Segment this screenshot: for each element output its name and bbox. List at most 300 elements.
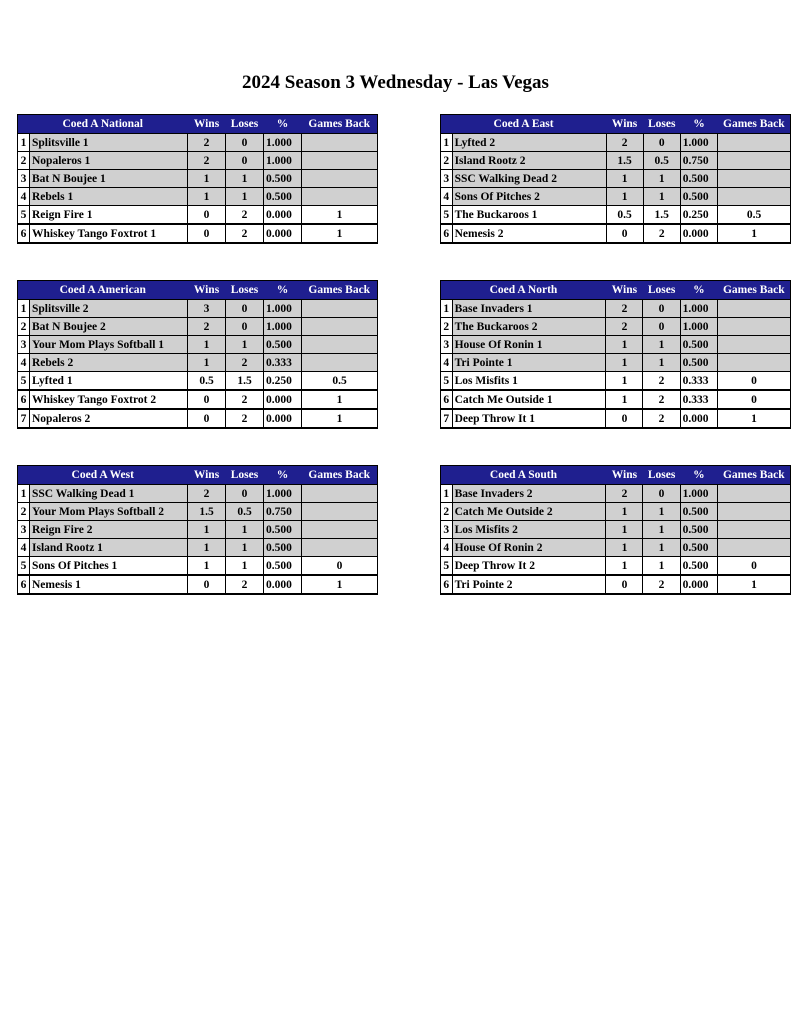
standings-row [441,206,791,225]
pct-cell: 0.250 [680,206,717,225]
pct-header: % [680,115,717,134]
team-name-cell: Lyfted 2 [452,134,606,152]
team-name-cell: Tri Pointe 1 [452,354,606,372]
division-table [440,114,791,244]
pct-cell: 0.000 [264,206,302,225]
team-name-cell: The Buckaroos 1 [452,206,606,225]
games-back-cell [718,485,791,503]
team-name-cell: Nemesis 1 [30,575,188,594]
standings-row [18,575,378,594]
standings-row [18,390,378,409]
wins-cell: 1 [606,188,643,206]
standings-row [441,557,791,576]
loses-cell: 2 [226,409,264,428]
standings-row [18,300,378,318]
team-name-cell: Splitsville 2 [30,300,188,318]
wins-cell: 2 [606,300,643,318]
loses-cell: 0 [643,485,680,503]
games-back-cell [302,318,378,336]
wins-cell: 1 [606,372,643,391]
standings-row [18,152,378,170]
team-name-cell: Deep Throw It 1 [452,409,606,428]
team-name-cell: Island Rootz 1 [30,539,188,557]
wins-header: Wins [606,115,643,134]
standings-row [441,485,791,503]
division-name: Coed A West [18,466,188,485]
wins-cell: 0.5 [188,372,226,391]
pct-cell: 0.500 [680,170,717,188]
wins-cell: 3 [188,300,226,318]
wins-cell: 0 [606,224,643,243]
division-table [17,465,378,595]
pct-cell: 0.500 [680,336,717,354]
games-back-cell [302,354,378,372]
pct-cell: 0.500 [264,539,302,557]
team-name-cell: Los Misfits 1 [452,372,606,391]
rank-cell: 1 [441,134,453,152]
rank-cell: 3 [18,336,30,354]
standings-row [441,539,791,557]
pct-cell: 0.333 [680,390,717,409]
games-back-cell [718,170,791,188]
games-back-cell [302,336,378,354]
division-table [440,465,791,595]
division-name: Coed A North [441,281,606,300]
standings-row [441,336,791,354]
games-back-cell [718,521,791,539]
loses-cell: 0 [226,485,264,503]
games-back-header: Games Back [302,281,378,300]
standings-row [18,372,378,391]
wins-cell: 1 [188,354,226,372]
games-back-cell [718,134,791,152]
team-name-cell: Nopaleros 2 [30,409,188,428]
pct-cell: 0.500 [264,521,302,539]
wins-cell: 1 [188,170,226,188]
rank-cell: 1 [18,134,30,152]
games-back-cell: 1 [302,575,378,594]
team-name-cell: Los Misfits 2 [452,521,606,539]
pct-cell: 0.500 [264,188,302,206]
games-back-cell: 0 [718,390,791,409]
pct-cell: 1.000 [264,152,302,170]
standings-row [441,188,791,206]
pct-cell: 0.500 [680,557,717,576]
division-header-row [18,115,378,134]
rank-cell: 3 [18,170,30,188]
loses-cell: 0 [643,134,680,152]
division-name: Coed A American [18,281,188,300]
wins-cell: 1 [606,557,643,576]
division-name: Coed A South [441,466,606,485]
team-name-cell: Whiskey Tango Foxtrot 1 [30,224,188,243]
loses-cell: 0 [226,152,264,170]
loses-cell: 1 [643,557,680,576]
games-back-cell: 1 [302,206,378,225]
wins-cell: 1 [188,539,226,557]
standings-row [441,152,791,170]
loses-cell: 0.5 [643,152,680,170]
rank-cell: 3 [441,521,453,539]
wins-cell: 2 [606,134,643,152]
games-back-cell [718,318,791,336]
loses-cell: 2 [643,575,680,594]
standings-row [441,170,791,188]
games-back-cell [718,354,791,372]
wins-cell: 2 [188,318,226,336]
rank-cell: 1 [18,485,30,503]
pct-cell: 0.000 [264,409,302,428]
team-name-cell: Lyfted 1 [30,372,188,391]
games-back-cell [718,503,791,521]
loses-cell: 2 [226,354,264,372]
wins-cell: 1.5 [188,503,226,521]
division-name: Coed A National [18,115,188,134]
loses-cell: 2 [226,390,264,409]
standings-row [441,134,791,152]
wins-cell: 0 [606,409,643,428]
standings-row [441,354,791,372]
pct-cell: 1.000 [264,318,302,336]
games-back-cell [718,300,791,318]
loses-cell: 0.5 [226,503,264,521]
team-name-cell: SSC Walking Dead 1 [30,485,188,503]
rank-cell: 4 [18,354,30,372]
wins-header: Wins [606,466,643,485]
loses-cell: 2 [643,390,680,409]
wins-cell: 1 [188,557,226,576]
rank-cell: 7 [18,409,30,428]
standings-row [441,390,791,409]
pct-cell: 0.500 [680,354,717,372]
games-back-cell [302,485,378,503]
standings-row [441,372,791,391]
wins-cell: 1 [188,336,226,354]
division-table [17,114,378,244]
games-back-cell [302,503,378,521]
team-name-cell: Deep Throw It 2 [452,557,606,576]
pct-cell: 0.000 [264,390,302,409]
rank-cell: 2 [18,503,30,521]
wins-cell: 2 [606,318,643,336]
games-back-cell: 1 [302,390,378,409]
pct-cell: 1.000 [680,300,717,318]
wins-cell: 1 [188,521,226,539]
division-name: Coed A East [441,115,607,134]
rank-cell: 3 [441,336,453,354]
loses-cell: 2 [643,372,680,391]
wins-cell: 1 [606,336,643,354]
pct-cell: 0.000 [680,224,717,243]
rank-cell: 3 [441,170,453,188]
rank-cell: 2 [441,152,453,170]
pct-cell: 0.500 [264,557,302,576]
rank-cell: 4 [18,539,30,557]
team-name-cell: Bat N Boujee 2 [30,318,188,336]
team-name-cell: Reign Fire 2 [30,521,188,539]
loses-cell: 2 [226,575,264,594]
team-name-cell: SSC Walking Dead 2 [452,170,606,188]
pct-cell: 1.000 [264,485,302,503]
loses-cell: 1 [226,170,264,188]
rank-cell: 5 [18,557,30,576]
loses-cell: 2 [643,224,680,243]
loses-cell: 1.5 [643,206,680,225]
rank-cell: 5 [441,206,453,225]
division-header-row [18,466,378,485]
pct-cell: 1.000 [264,134,302,152]
pct-cell: 1.000 [680,134,717,152]
team-name-cell: Your Mom Plays Softball 2 [30,503,188,521]
pct-cell: 0.333 [264,354,302,372]
team-name-cell: The Buckaroos 2 [452,318,606,336]
division-header-row [441,466,791,485]
rank-cell: 1 [441,485,453,503]
wins-cell: 0 [188,224,226,243]
rank-cell: 5 [18,372,30,391]
standings-row [18,318,378,336]
pct-cell: 0.000 [264,224,302,243]
standings-row [18,336,378,354]
standings-row [441,224,791,243]
division-header-row [18,281,378,300]
team-name-cell: Island Rootz 2 [452,152,606,170]
pct-header: % [264,466,302,485]
rank-cell: 4 [441,354,453,372]
wins-header: Wins [188,281,226,300]
team-name-cell: Rebels 2 [30,354,188,372]
standings-row [441,409,791,428]
standings-row [18,206,378,225]
loses-cell: 1 [226,336,264,354]
games-back-cell: 0.5 [302,372,378,391]
wins-cell: 1.5 [606,152,643,170]
wins-cell: 1 [188,188,226,206]
rank-cell: 1 [18,300,30,318]
wins-cell: 1 [606,354,643,372]
pct-header: % [264,115,302,134]
rank-cell: 7 [441,409,453,428]
team-name-cell: Nemesis 2 [452,224,606,243]
rank-cell: 5 [441,557,453,576]
games-back-cell: 0 [718,557,791,576]
team-name-cell: Bat N Boujee 1 [30,170,188,188]
games-back-cell: 1 [302,409,378,428]
wins-cell: 1 [606,521,643,539]
division-header-row [441,115,791,134]
rank-cell: 4 [441,188,453,206]
games-back-cell: 1 [718,224,791,243]
wins-cell: 0 [188,409,226,428]
games-back-header: Games Back [718,281,791,300]
games-back-cell: 1 [718,575,791,594]
rank-cell: 6 [441,390,453,409]
pct-cell: 0.500 [680,188,717,206]
games-back-cell: 0 [718,372,791,391]
rank-cell: 1 [441,300,453,318]
team-name-cell: Base Invaders 1 [452,300,606,318]
wins-cell: 1 [606,170,643,188]
team-name-cell: Sons Of Pitches 1 [30,557,188,576]
pct-cell: 0.500 [680,521,717,539]
wins-cell: 1 [606,390,643,409]
team-name-cell: Base Invaders 2 [452,485,606,503]
standings-row [18,521,378,539]
games-back-cell: 1 [302,224,378,243]
rank-cell: 4 [441,539,453,557]
division-table [17,280,378,429]
standings-row [441,318,791,336]
loses-cell: 0 [643,300,680,318]
wins-cell: 2 [188,152,226,170]
rank-cell: 5 [18,206,30,225]
loses-cell: 1 [643,188,680,206]
standings-row [441,575,791,594]
division-table [440,280,791,429]
games-back-cell [302,539,378,557]
pct-cell: 0.750 [264,503,302,521]
standings-row [18,188,378,206]
pct-header: % [680,466,717,485]
pct-cell: 1.000 [264,300,302,318]
standings-row [441,300,791,318]
pct-cell: 0.000 [264,575,302,594]
wins-cell: 1 [606,539,643,557]
games-back-header: Games Back [302,466,378,485]
pct-cell: 0.750 [680,152,717,170]
wins-cell: 2 [606,485,643,503]
team-name-cell: House Of Ronin 1 [452,336,606,354]
standings-row [18,503,378,521]
rank-cell: 6 [441,575,453,594]
loses-cell: 1 [226,188,264,206]
loses-cell: 2 [643,409,680,428]
loses-cell: 0 [226,134,264,152]
pct-cell: 0.333 [680,372,717,391]
pct-header: % [264,281,302,300]
team-name-cell: Nopaleros 1 [30,152,188,170]
team-name-cell: Reign Fire 1 [30,206,188,225]
standings-row [441,521,791,539]
games-back-cell [302,521,378,539]
games-back-cell [302,170,378,188]
rank-cell: 2 [441,318,453,336]
games-back-header: Games Back [718,115,791,134]
games-back-header: Games Back [302,115,378,134]
rank-cell: 2 [18,318,30,336]
wins-cell: 0 [188,206,226,225]
standings-row [18,539,378,557]
standings-row [18,224,378,243]
loses-header: Loses [226,466,264,485]
games-back-cell [718,152,791,170]
pct-cell: 0.000 [680,575,717,594]
wins-cell: 2 [188,134,226,152]
loses-cell: 0 [226,318,264,336]
loses-cell: 1 [643,336,680,354]
loses-cell: 1 [226,557,264,576]
loses-cell: 1 [643,503,680,521]
loses-cell: 0 [226,300,264,318]
loses-header: Loses [226,281,264,300]
pct-header: % [680,281,717,300]
rank-cell: 2 [18,152,30,170]
loses-cell: 0 [643,318,680,336]
loses-cell: 1 [226,539,264,557]
pct-cell: 0.500 [680,539,717,557]
pct-cell: 0.500 [680,503,717,521]
games-back-cell [302,152,378,170]
pct-cell: 1.000 [680,318,717,336]
loses-header: Loses [643,466,680,485]
standings-row [18,170,378,188]
games-back-cell [302,134,378,152]
team-name-cell: Splitsville 1 [30,134,188,152]
standings-row [18,354,378,372]
wins-cell: 0 [606,575,643,594]
wins-header: Wins [188,115,226,134]
standings-row [18,485,378,503]
wins-cell: 0 [188,390,226,409]
rank-cell: 6 [18,390,30,409]
games-back-cell [302,300,378,318]
loses-cell: 1 [643,521,680,539]
standings-row [18,409,378,428]
pct-cell: 0.000 [680,409,717,428]
team-name-cell: Your Mom Plays Softball 1 [30,336,188,354]
team-name-cell: Catch Me Outside 2 [452,503,606,521]
rank-cell: 6 [18,575,30,594]
games-back-cell: 0 [302,557,378,576]
games-back-cell [718,539,791,557]
team-name-cell: Tri Pointe 2 [452,575,606,594]
standings-row [18,557,378,576]
rank-cell: 6 [441,224,453,243]
loses-cell: 2 [226,224,264,243]
division-header-row [441,281,791,300]
loses-cell: 1 [643,170,680,188]
loses-header: Loses [643,115,680,134]
loses-cell: 1 [226,521,264,539]
loses-header: Loses [226,115,264,134]
pct-cell: 0.250 [264,372,302,391]
rank-cell: 2 [441,503,453,521]
games-back-header: Games Back [718,466,791,485]
games-back-cell [302,188,378,206]
wins-header: Wins [606,281,643,300]
games-back-cell [718,188,791,206]
team-name-cell: House Of Ronin 2 [452,539,606,557]
team-name-cell: Whiskey Tango Foxtrot 2 [30,390,188,409]
rank-cell: 6 [18,224,30,243]
wins-cell: 1 [606,503,643,521]
pct-cell: 0.500 [264,170,302,188]
loses-cell: 2 [226,206,264,225]
loses-cell: 1 [643,539,680,557]
rank-cell: 4 [18,188,30,206]
wins-cell: 0 [188,575,226,594]
rank-cell: 5 [441,372,453,391]
loses-cell: 1 [643,354,680,372]
loses-cell: 1.5 [226,372,264,391]
page-title: 2024 Season 3 Wednesday - Las Vegas [242,72,549,93]
team-name-cell: Catch Me Outside 1 [452,390,606,409]
wins-cell: 2 [188,485,226,503]
standings-row [441,503,791,521]
wins-header: Wins [188,466,226,485]
team-name-cell: Rebels 1 [30,188,188,206]
standings-row [18,134,378,152]
